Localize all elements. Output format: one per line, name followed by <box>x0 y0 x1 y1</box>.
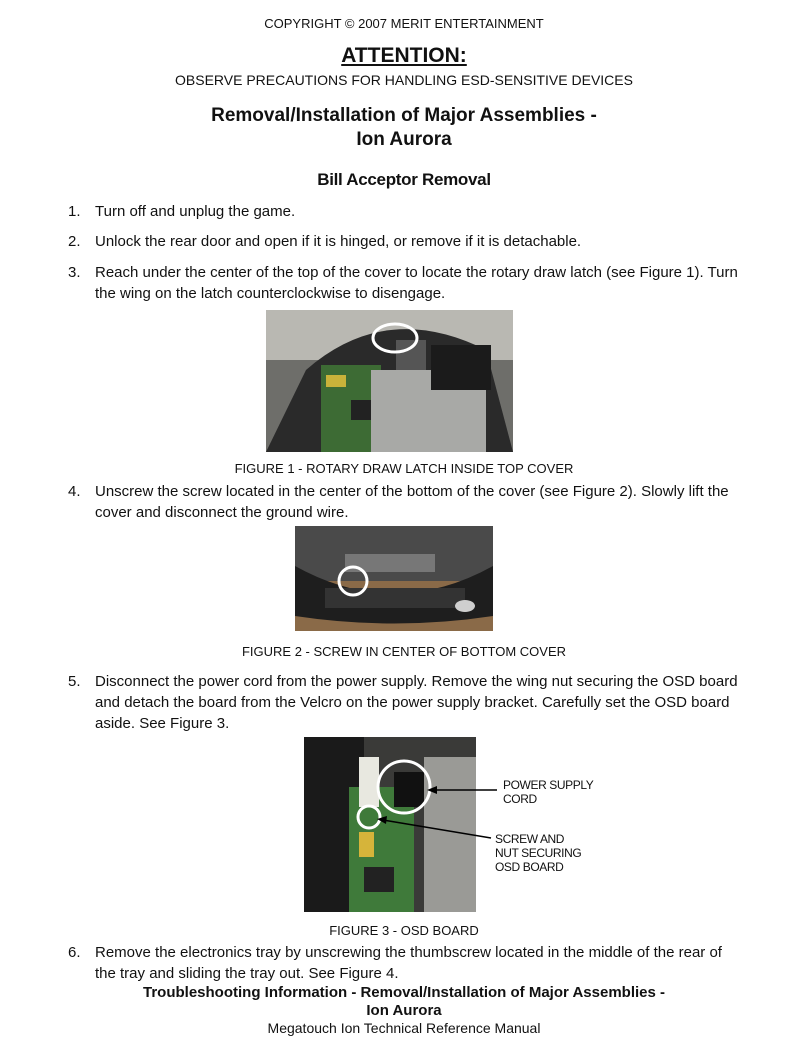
figure-3-arrows <box>375 780 500 850</box>
figure-1-photo <box>266 310 513 452</box>
callout-power-supply-cord <box>503 778 593 806</box>
step-text: Reach under the center of the top of the cover to locate the rotary draw latch (see Figure 1). Turn the wing on the latch counterclockwise to disengage. <box>95 264 738 302</box>
footer-title-line1: Troubleshooting Information - Removal/Installation of Major Assemblies - <box>143 984 665 1001</box>
callout-line: POWER SUPPLY <box>503 778 594 792</box>
step-number: 2. <box>68 233 81 250</box>
step-4 <box>68 481 740 523</box>
figure-2-photo <box>295 526 493 631</box>
callout-screw-and-nut <box>495 832 581 874</box>
page-title-line1: Removal/Installation of Major Assemblies - <box>211 105 597 126</box>
attention-heading: ATTENTION: <box>341 44 467 67</box>
esd-warning: OBSERVE PRECAUTIONS FOR HANDLING ESD-SENSITIVE DEVICES <box>175 72 633 88</box>
step-2 <box>68 231 740 252</box>
figure-2-caption: FIGURE 2 - SCREW IN CENTER OF BOTTOM COVER <box>241 644 567 659</box>
step-text: Unscrew the screw located in the center of the bottom of the cover (see Figure 2). Slowly lift the cover and disconnect the ground wire. <box>95 483 729 521</box>
step-number: 6. <box>68 944 81 961</box>
footer-manual-name: Megatouch Ion Technical Reference Manual <box>267 1020 541 1036</box>
step-3 <box>68 262 740 304</box>
callout-line: SCREW AND <box>495 832 565 846</box>
step-1 <box>68 201 740 222</box>
step-number: 4. <box>68 483 81 500</box>
figure-3-caption: FIGURE 3 - OSD BOARD <box>329 923 479 938</box>
step-6 <box>68 942 740 984</box>
step-5 <box>68 671 740 734</box>
step-text: Turn off and unplug the game. <box>95 203 296 220</box>
step-number: 3. <box>68 264 81 281</box>
figure-1-caption: FIGURE 1 - ROTARY DRAW LATCH INSIDE TOP COVER <box>234 461 574 476</box>
footer-title-line2: Ion Aurora <box>366 1002 442 1019</box>
step-number: 1. <box>68 203 81 220</box>
page-title <box>0 104 808 152</box>
footer-title <box>0 984 808 1020</box>
step-text: Disconnect the power cord from the power supply. Remove the wing nut securing the OSD board and detach the board from the Velcro on the power supply bracket. Carefully set the OSD board aside. See Figure 3. <box>95 673 738 732</box>
callout-line: NUT SECURING <box>495 846 582 860</box>
callout-line: OSD BOARD <box>495 860 564 874</box>
copyright-notice: COPYRIGHT © 2007 MERIT ENTERTAINMENT <box>264 16 544 31</box>
section-title: Bill Acceptor Removal <box>317 170 491 189</box>
step-text: Unlock the rear door and open if it is hinged, or remove if it is detachable. <box>95 233 582 250</box>
page-title-line2: Ion Aurora <box>356 129 452 150</box>
step-number: 5. <box>68 673 81 690</box>
callout-line: CORD <box>503 792 537 806</box>
step-text: Remove the electronics tray by unscrewing the thumbscrew located in the middle of the rear of the tray and sliding the tray out. See Figure 4. <box>95 944 722 982</box>
